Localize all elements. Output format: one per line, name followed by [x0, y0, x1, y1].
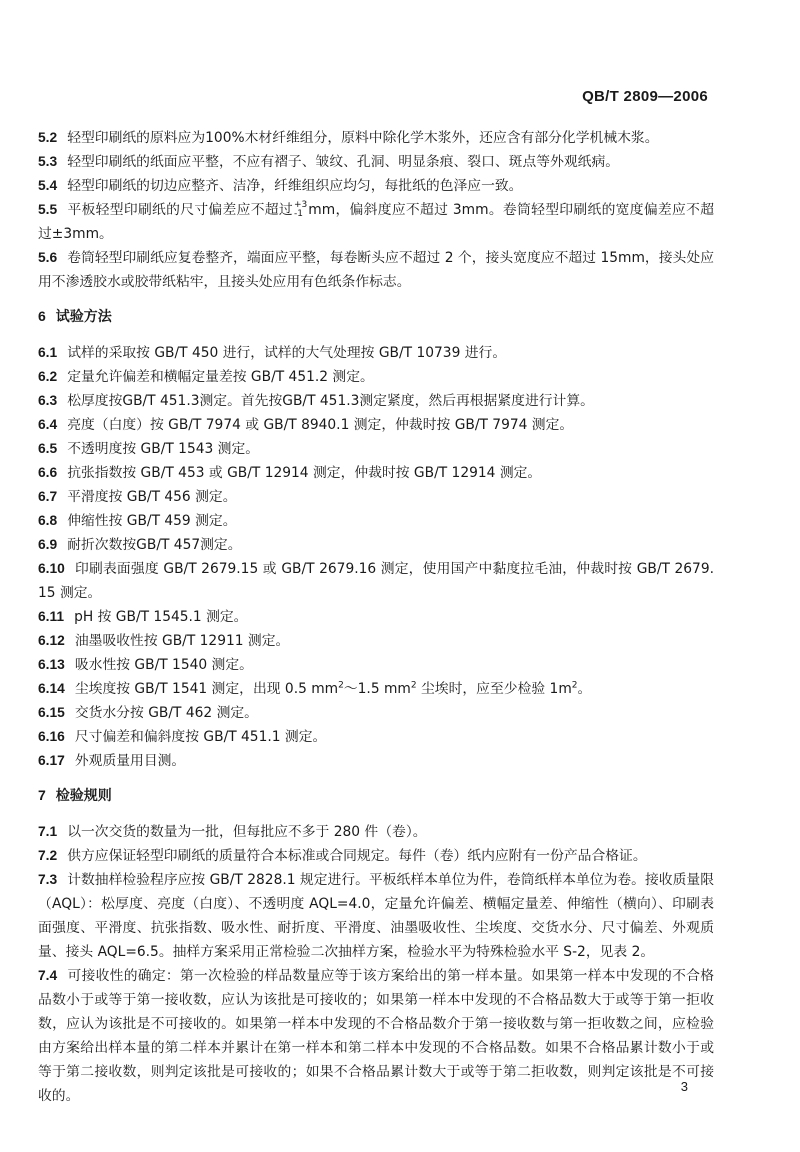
clause-5-4: 5.4 轻型印刷纸的切边应整齐、洁净，纤维组织应均匀，每批纸的色泽应一致。	[38, 178, 523, 194]
section-heading-7: 7 检验规则	[38, 787, 112, 804]
clause-6-10: 6.10 印刷表面强度 GB/T 2679.15 或 GB/T 2679.16 测定，使用国产中黏度拉毛油，仲裁时按 GB/T 2679.15 测定。	[38, 561, 714, 601]
clause-5-2: 5.2 轻型印刷纸的原料应为100%木材纤维组分，原料中除化学木浆外，还应含有部分化学机械木浆。	[38, 130, 659, 146]
clause-6-1: 6.1 试样的采取按 GB/T 450 进行，试样的大气处理按 GB/T 10739 进行。	[38, 345, 507, 361]
standard-code: QB/T 2809—2006	[582, 88, 708, 105]
clause-5-6: 5.6 卷筒轻型印刷纸应复卷整齐，端面应平整，每卷断头应不超过 2 个，接头宽度应不超过 15mm，接头处应用不渗透胶水或胶带纸粘牢，且接头处应用有色纸条作标志。	[38, 250, 714, 290]
clause-7-1: 7.1 以一次交货的数量为一批，但每批应不多于 280 件（卷）。	[38, 824, 427, 840]
clause-5-5: 5.5 平板轻型印刷纸的尺寸偏差应不超过+3 -1 mm，偏斜度应不超过 3mm。卷筒轻型印刷纸的宽度偏差应不超过±3mm。	[38, 200, 715, 242]
clause-6-3: 6.3 松厚度按GB/T 451.3测定。首先按GB/T 451.3测定紧度，然后再根据紧度进行计算。	[38, 393, 594, 409]
clause-6-2: 6.2 定量允许偏差和横幅定量差按 GB/T 451.2 测定。	[38, 369, 374, 385]
clause-6-6: 6.6 抗张指数按 GB/T 453 或 GB/T 12914 测定，仲裁时按 GB/T 12914 测定。	[38, 465, 542, 481]
page-number: 3	[680, 1079, 688, 1094]
clause-6-11: 6.11 pH 按 GB/T 1545.1 测定。	[38, 609, 248, 625]
tolerance-upper: +3	[293, 200, 308, 210]
clause-5-3: 5.3 轻型印刷纸的纸面应平整，不应有褶子、皱纹、孔洞、明显条痕、裂口、斑点等外观纸病。	[38, 154, 620, 170]
clause-6-5: 6.5 不透明度按 GB/T 1543 测定。	[38, 441, 260, 457]
section-heading-6: 6 试验方法	[38, 308, 112, 325]
clause-6-17: 6.17 外观质量用目测。	[38, 753, 186, 769]
clause-6-13: 6.13 吸水性按 GB/T 1540 测定。	[38, 657, 253, 673]
clause-6-16: 6.16 尺寸偏差和偏斜度按 GB/T 451.1 测定。	[38, 729, 327, 745]
clause-7-4: 7.4 可接收性的确定：第一次检验的样品数量应等于该方案给出的第一样本量。如果第一样本中发现的不合格品数小于或等于第一接收数，应认为该批是可接收的；如果第一样本中发现的不合格品数大于或等于第一拒收数，应认为该批是不可接收的。如果第一样本中发现的不合格品数介于第一接收数与第一拒收数之间，应检验由方案给出样本量的第二样本并累计在第一样本和第二样本中发现的不合格品数。如果不合格品累计数小于或等于第二接收数，则判定该批是可接收的；如果不合格品累计数大于或等于第二拒收数，则判定该批是不可接收的。	[38, 968, 714, 1104]
clause-6-15: 6.15 交货水分按 GB/T 462 测定。	[38, 705, 258, 721]
clause-6-14: 6.14 尘埃度按 GB/T 1541 测定，出现 0.5 $mm^2\sim 1.5$ $mm^2$ 尘埃时，应至少检验 $1m^2$。	[38, 680, 592, 697]
clause-7-2: 7.2 供方应保证轻型印刷纸的质量符合本标准或合同规定。每件（卷）纸内应附有一份产品合格证。	[38, 848, 647, 864]
clause-6-7: 6.7 平滑度按 GB/T 456 测定。	[38, 489, 237, 505]
clause-6-12: 6.12 油墨吸收性按 GB/T 12911 测定。	[38, 633, 290, 649]
clause-6-4: 6.4 亮度（白度）按 GB/T 7974 或 GB/T 8940.1 测定，仲裁时按 GB/T 7974 测定。	[38, 417, 574, 433]
tolerance-lower: -1	[293, 209, 303, 219]
clause-6-8: 6.8 伸缩性按 GB/T 459 测定。	[38, 513, 237, 529]
clause-6-9: 6.9 耐折次数按GB/T 457测定。	[38, 537, 242, 553]
clause-7-3: 7.3 计数抽样检验程序应按 GB/T 2828.1 规定进行。平板纸样本单位为件，卷筒纸样本单位为卷。接收质量限（AQL）：松厚度、亮度（白度）、不透明度 AQL=4.0，定量允许偏差、横幅定量差、伸缩性（横向）、印刷表面强度、平滑度、抗张指数、吸水性、耐折度、平滑度、油墨吸收性、尘埃度、交货水分、尺寸偏差、外观质量、接头 AQL=6.5。抽样方案采用正常检验二次抽样方案，检验水平为特殊检验水平 S-2，见表 2。	[38, 872, 714, 960]
document-body	[38, 126, 714, 1108]
